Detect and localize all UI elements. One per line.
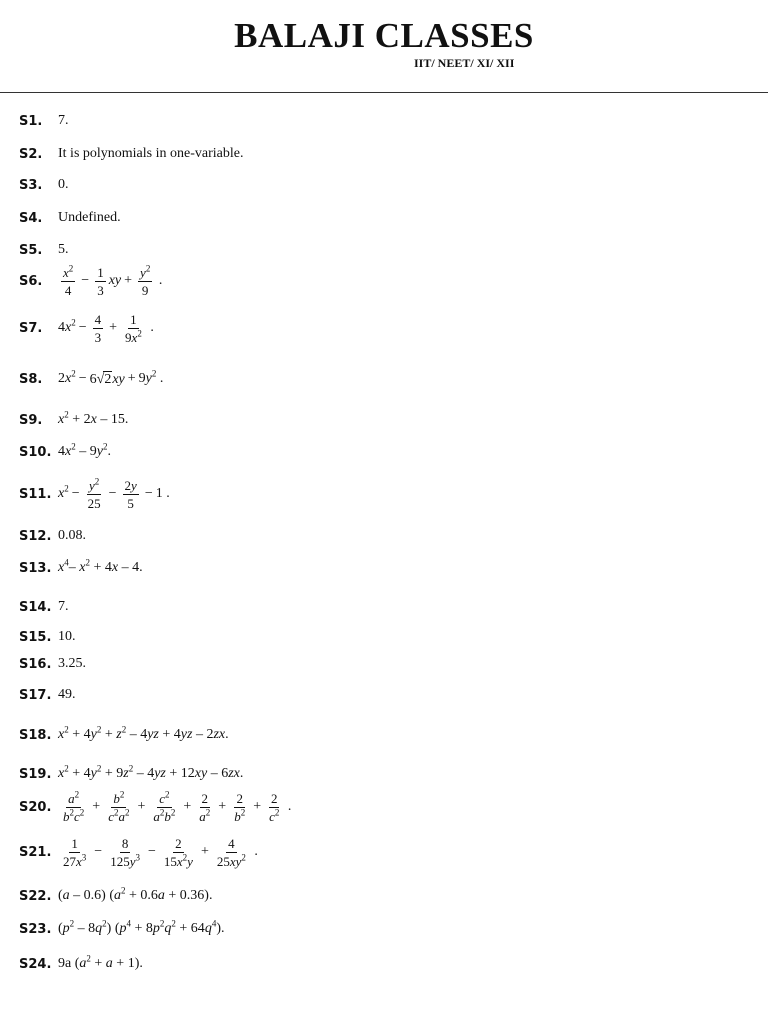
page-subtitle: IIT/ NEET/ XI/ XII	[414, 56, 515, 70]
solution-label: S10.	[19, 444, 52, 460]
solution-row	[19, 405, 128, 435]
solution-answer: 3.25.	[58, 656, 86, 671]
solution-label: S23.	[19, 921, 52, 937]
solution-label: S24.	[19, 956, 52, 972]
solution-answer: $x^2 + 2x - 15$.	[58, 409, 129, 427]
solution-row	[19, 622, 76, 652]
solution-label: S21.	[19, 844, 52, 860]
solution-answer: Undefined.	[58, 210, 121, 225]
solution-answer: $x^2 + 4y^2 + z^2 - 4yz + 4yz - 2zx$.	[58, 724, 229, 742]
solution-answer: $x^4-$ $x^2 + 4x - 4$.	[58, 557, 143, 575]
solution-answer: 7.	[58, 599, 69, 614]
solution-label: S7.	[19, 320, 43, 336]
solution-answer: 49.	[58, 687, 76, 702]
solution-label: S22.	[19, 888, 52, 904]
solution-label: S17.	[19, 687, 52, 703]
solution-answer: $4x^2$ − $\frac{4}{3}$ + $\frac{1}{9x^2}$ .	[58, 311, 154, 345]
solution-label: S2.	[19, 146, 43, 162]
page-title: BALAJI CLASSES	[234, 16, 534, 55]
solution-row	[19, 680, 76, 710]
solution-row	[19, 553, 143, 583]
solution-label: S11.	[19, 486, 52, 502]
solution-row	[19, 649, 86, 679]
solution-label: S1.	[19, 113, 43, 129]
solution-answer: $2x^2$ − 6√2xy + $9y^2$ .	[58, 368, 164, 387]
solution-label: S5.	[19, 242, 43, 258]
solution-row	[19, 437, 111, 467]
solution-answer: It is polynomials in one-variable.	[58, 146, 244, 161]
solution-answer: $x^2 + 4y^2 + 9z^2 - 4yz + 12xy - 6zx$.	[58, 763, 244, 781]
solution-row	[19, 521, 86, 551]
solution-row	[19, 106, 69, 136]
solution-answer: 9a $(a^2 + a + 1)$.	[58, 953, 143, 971]
solution-answer: $\frac{a^2}{b^2c^2}$ + $\frac{b^2}{c^2a^2}$ + $\frac{c^2}{a^2b^2}$ + $\frac{2}{a^2}$ + $\frac{2}{b^2}$ + $\frac{2}{c^2}$ .	[63, 789, 292, 824]
solution-row	[19, 235, 69, 265]
solution-row	[19, 759, 243, 789]
solution-label: S6.	[19, 273, 43, 289]
solution-label: S13.	[19, 560, 52, 576]
solution-answer: 7.	[58, 113, 69, 128]
solution-row	[19, 592, 69, 622]
solution-label: S3.	[19, 177, 43, 193]
solution-row	[19, 313, 154, 343]
solution-row	[19, 170, 69, 200]
solution-row	[19, 139, 243, 169]
solution-answer: $(p^2 - 8q^2) (p^4 + 8p^2q^2 + 64q^4)$.	[58, 918, 225, 936]
solution-label: S9.	[19, 412, 43, 428]
solution-answer: $4x^2 - 9y^2$.	[58, 441, 111, 459]
page-header	[0, 0, 768, 93]
solution-row	[19, 203, 121, 233]
solution-row	[19, 949, 143, 979]
solution-label: S20.	[19, 799, 52, 815]
solution-label: S19.	[19, 766, 52, 782]
solution-row	[19, 364, 163, 394]
solution-label: S4.	[19, 210, 43, 226]
solution-label: S14.	[19, 599, 52, 615]
solution-label: S12.	[19, 528, 52, 544]
solution-row	[19, 789, 292, 824]
solution-label: S16.	[19, 656, 52, 672]
solution-label: S15.	[19, 629, 52, 645]
solution-label: S18.	[19, 727, 52, 743]
solution-label: S8.	[19, 371, 43, 387]
solution-row	[19, 881, 212, 911]
solution-row	[19, 720, 229, 750]
solution-row	[19, 263, 163, 298]
solution-answer: 0.	[58, 177, 69, 192]
solution-answer: $\frac{x^2}{4}$ − $\frac{1}{3}$ xy + $\frac{y^2}{9}$ .	[63, 263, 163, 298]
solution-row	[19, 476, 170, 511]
solution-answer: $\frac{1}{27x^3}$ − $\frac{8}{125y^3}$ − $\frac{2}{15x^2y}$ + $\frac{4}{25xy^2}$ .	[63, 835, 258, 869]
solution-row	[19, 837, 258, 867]
solution-row	[19, 914, 224, 944]
solution-answer: 5.	[58, 242, 69, 257]
solution-answer: $x^2$ − $\frac{y^2}{25}$ − $\frac{2y}{5}$ − 1 .	[58, 476, 170, 511]
solution-answer: (a – 0.6) $(a^2 + 0.6a + 0.36)$.	[58, 885, 213, 903]
solution-answer: 0.08.	[58, 528, 86, 543]
solution-answer: 10.	[58, 629, 76, 644]
